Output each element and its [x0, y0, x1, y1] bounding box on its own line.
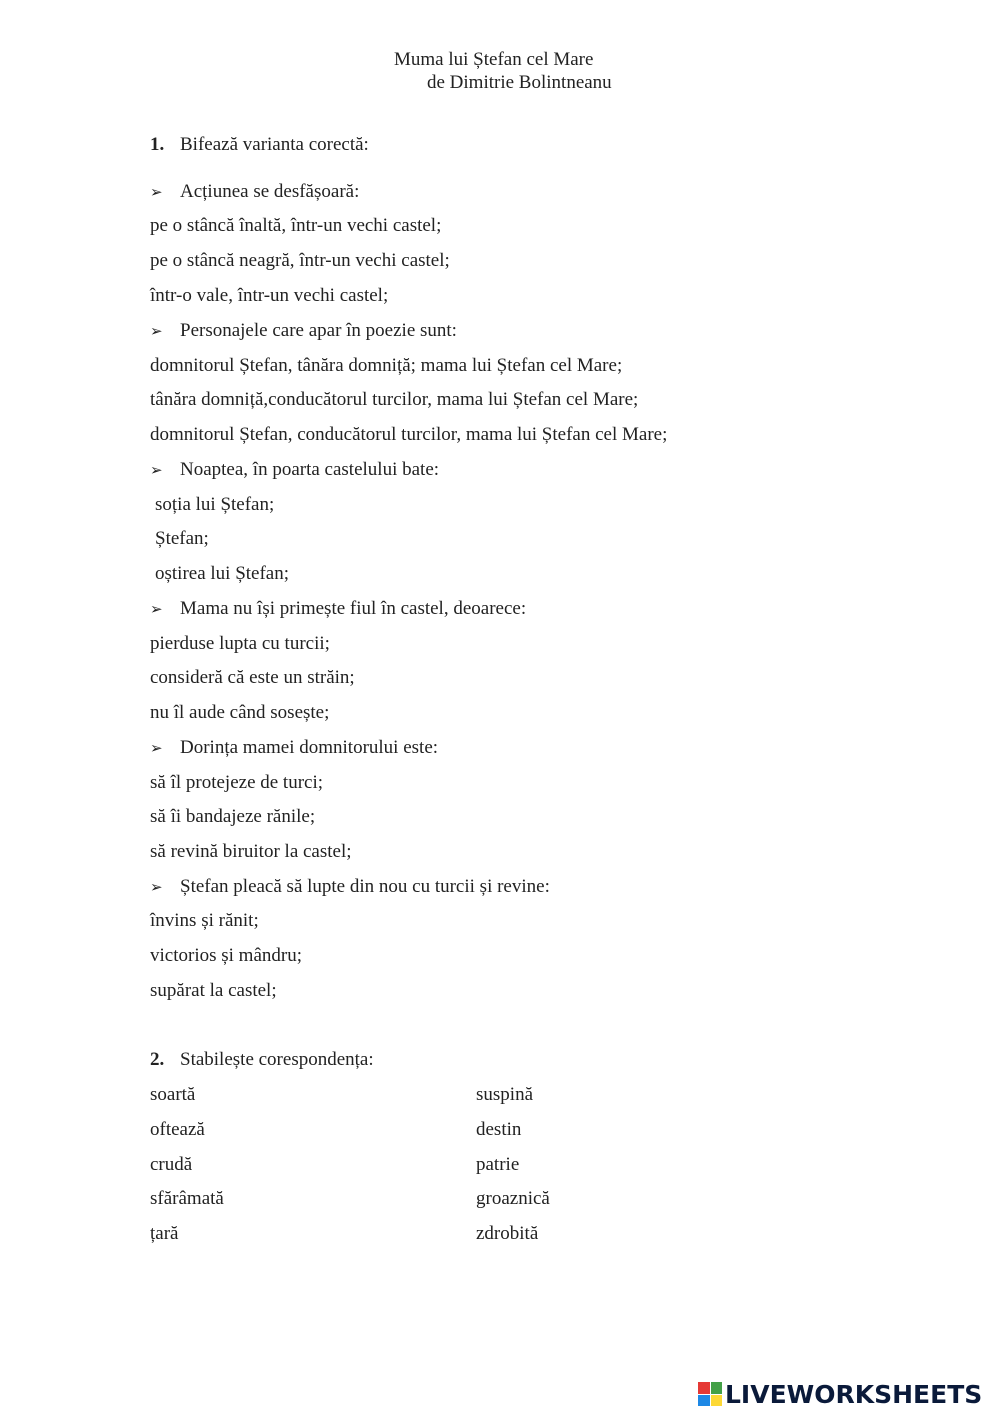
- answer-option[interactable]: soția lui Ștefan;: [155, 494, 275, 515]
- liveworksheets-logo: [698, 1378, 982, 1410]
- question-prompt: Personajele care apar în poezie sunt:: [180, 320, 457, 341]
- logo-square: [698, 1382, 710, 1394]
- answer-option[interactable]: să îi bandajeze rănile;: [150, 806, 316, 827]
- answer-option[interactable]: victorios și mândru;: [150, 945, 302, 966]
- answer-option[interactable]: nu îl aude când sosește;: [150, 702, 330, 723]
- question-prompt: Dorința mamei domnitorului este:: [180, 737, 439, 758]
- answer-option[interactable]: pe o stâncă neagră, într-un vechi castel;: [150, 250, 450, 271]
- question-4: [150, 597, 526, 621]
- question-2: [150, 319, 457, 343]
- exercise-2-heading: [150, 1048, 374, 1072]
- question-3: [150, 458, 439, 482]
- answer-option[interactable]: să revină biruitor la castel;: [150, 841, 352, 862]
- answer-option[interactable]: într-o vale, într-un vechi castel;: [150, 285, 389, 306]
- arrow-bullet-icon: ➢: [150, 739, 163, 757]
- question-prompt: Acțiunea se desfășoară:: [180, 181, 360, 202]
- question-prompt: Noaptea, în poarta castelului bate:: [180, 459, 440, 480]
- match-left-item[interactable]: crudă: [150, 1154, 193, 1175]
- match-right-item[interactable]: zdrobită: [476, 1223, 539, 1244]
- answer-option[interactable]: tânăra domniță,conducătorul turcilor, mama lui Ștefan cel Mare;: [150, 389, 639, 410]
- question-prompt: Mama nu își primește fiul în castel, deoarece:: [180, 598, 527, 619]
- arrow-bullet-icon: ➢: [150, 600, 163, 618]
- poem-title: Muma lui Ștefan cel Mare: [394, 49, 594, 70]
- question-6: [150, 875, 550, 899]
- match-left-item[interactable]: țară: [150, 1223, 179, 1244]
- answer-option[interactable]: supărat la castel;: [150, 980, 277, 1001]
- answer-option[interactable]: învins și rănit;: [150, 910, 259, 931]
- match-left-item[interactable]: soartă: [150, 1084, 196, 1105]
- answer-option[interactable]: Ștefan;: [155, 528, 209, 549]
- answer-option[interactable]: să îl protejeze de turci;: [150, 772, 324, 793]
- match-right-item[interactable]: groaznică: [476, 1188, 550, 1209]
- match-right-item[interactable]: destin: [476, 1119, 522, 1140]
- answer-option[interactable]: oștirea lui Ștefan;: [155, 563, 290, 584]
- question-5: [150, 736, 438, 760]
- question-1: [150, 180, 359, 204]
- logo-squares-icon: [698, 1382, 722, 1406]
- match-right-item[interactable]: patrie: [476, 1154, 520, 1175]
- answer-option[interactable]: domnitorul Ștefan, tânăra domniță; mama lui Ștefan cel Mare;: [150, 355, 623, 376]
- exercise-2-instruction: Stabilește corespondența:: [180, 1049, 374, 1070]
- logo-text: LIVEWORKSHEETS: [725, 1379, 983, 1409]
- logo-square: [698, 1395, 710, 1407]
- question-prompt: Ștefan pleacă să lupte din nou cu turcii și revine:: [180, 876, 550, 897]
- arrow-bullet-icon: ➢: [150, 183, 163, 201]
- poem-author: de Dimitrie Bolintneanu: [427, 72, 612, 93]
- answer-option[interactable]: consideră că este un străin;: [150, 667, 355, 688]
- exercise-1-number: 1.: [150, 134, 165, 155]
- logo-square: [711, 1382, 723, 1394]
- answer-option[interactable]: domnitorul Ștefan, conducătorul turcilor, mama lui Ștefan cel Mare;: [150, 424, 668, 445]
- exercise-1-instruction: Bifează varianta corectă:: [180, 134, 369, 155]
- arrow-bullet-icon: ➢: [150, 878, 163, 896]
- match-right-item[interactable]: suspină: [476, 1084, 533, 1105]
- answer-option[interactable]: pe o stâncă înaltă, într-un vechi castel;: [150, 215, 442, 236]
- logo-square: [711, 1395, 723, 1407]
- exercise-1-heading: [150, 133, 369, 157]
- answer-option[interactable]: pierduse lupta cu turcii;: [150, 633, 330, 654]
- match-left-item[interactable]: oftează: [150, 1119, 205, 1140]
- exercise-2-number: 2.: [150, 1049, 165, 1070]
- arrow-bullet-icon: ➢: [150, 461, 163, 479]
- arrow-bullet-icon: ➢: [150, 322, 163, 340]
- match-left-item[interactable]: sfărâmată: [150, 1188, 224, 1209]
